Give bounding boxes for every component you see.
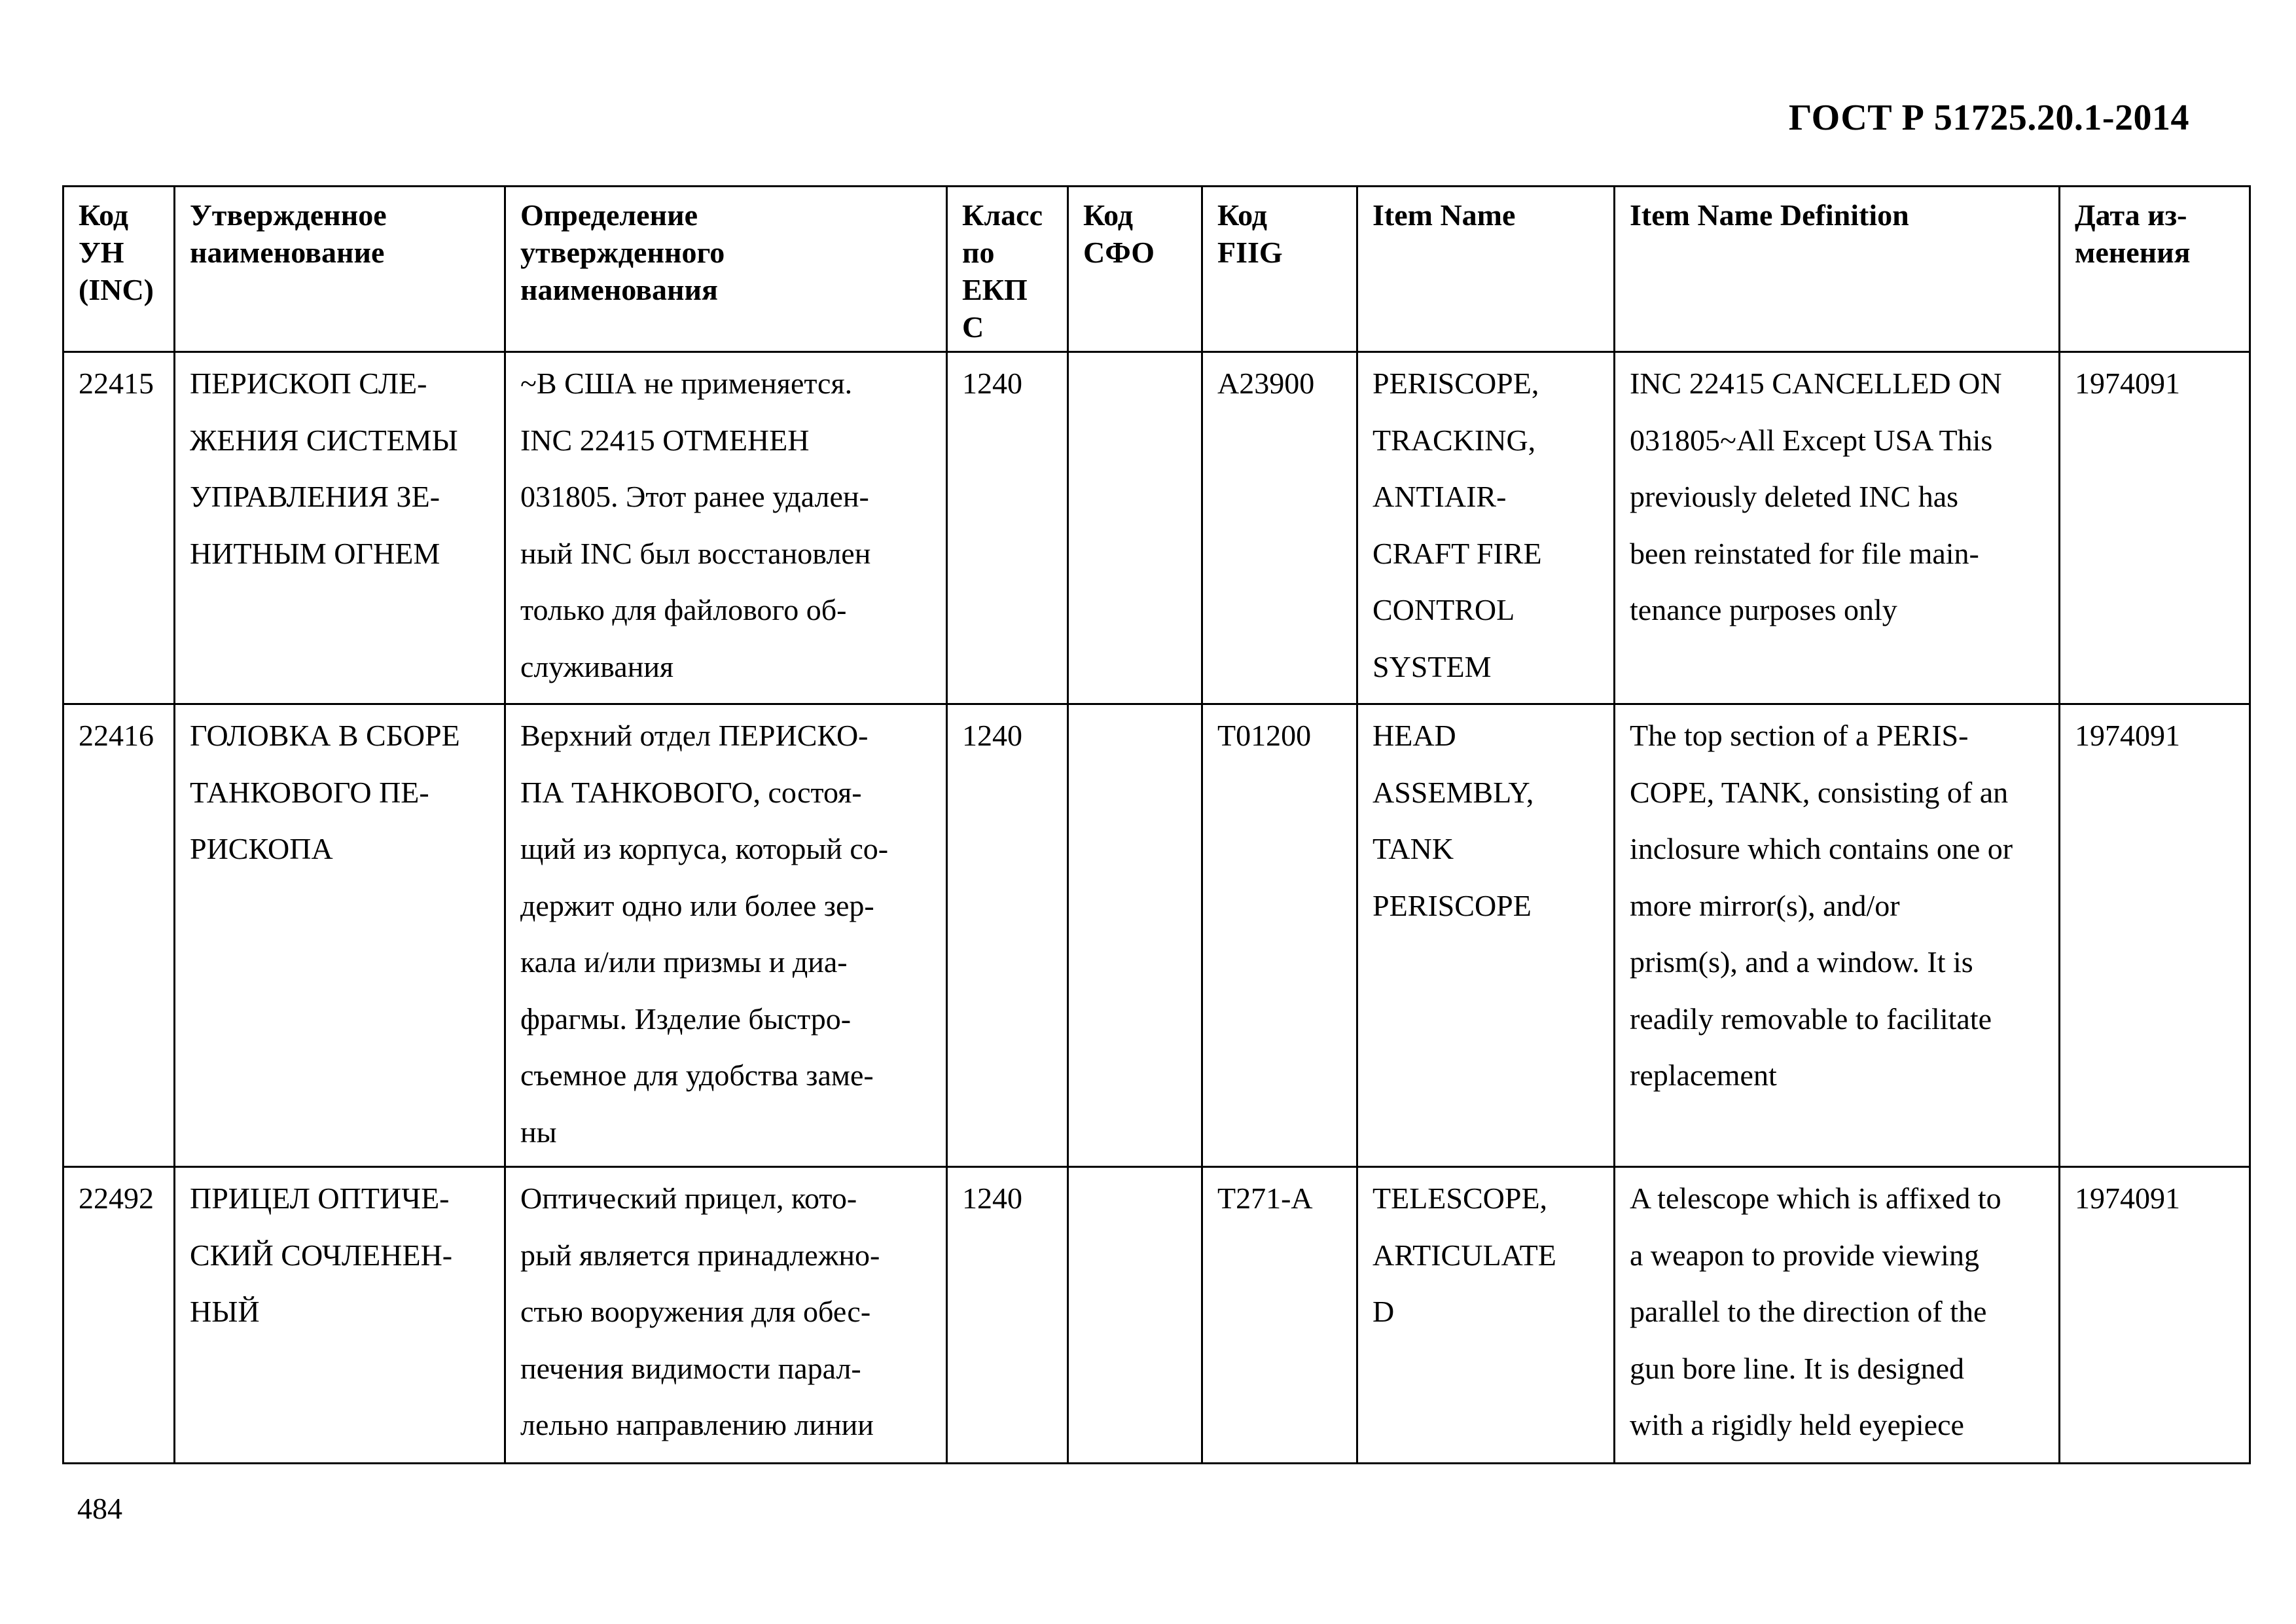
cell-fiig: A23900 bbox=[1202, 352, 1357, 704]
text-line: Оптический прицел, кото- bbox=[520, 1182, 857, 1215]
text-line: inclosure which contains one or bbox=[1630, 832, 2013, 865]
header-item-name bbox=[1357, 187, 1615, 352]
cell-approved-name bbox=[175, 352, 505, 704]
text-line: CONTROL bbox=[1372, 593, 1515, 626]
text-line: служивания bbox=[520, 649, 674, 683]
text-line: УПРАВЛЕНИЯ ЗЕ- bbox=[190, 480, 440, 513]
cell-inc: 22492 bbox=[63, 1167, 175, 1464]
cell-definition bbox=[505, 1167, 947, 1464]
cell-class: 1240 bbox=[947, 704, 1068, 1167]
text-line: СФО bbox=[1083, 236, 1155, 269]
cell-inc: 22415 bbox=[63, 352, 175, 704]
text-line: prism(s), and a window. It is bbox=[1630, 945, 1973, 979]
document-code: ГОСТ Р 51725.20.1-2014 bbox=[1788, 98, 2189, 138]
text-line: PERISCOPE bbox=[1372, 888, 1532, 922]
text-line: parallel to the direction of the bbox=[1630, 1295, 1987, 1328]
text-line: ный INC был восстановлен bbox=[520, 536, 871, 570]
text-line: стью вооружения для обес- bbox=[520, 1295, 871, 1328]
text-line: ~В США не применяется. bbox=[520, 367, 853, 400]
text-line: been reinstated for file main- bbox=[1630, 536, 1979, 570]
table-row bbox=[63, 704, 2250, 1167]
text-line: РИСКОПА bbox=[190, 832, 333, 865]
text-line: НИТНЫМ ОГНЕМ bbox=[190, 536, 440, 570]
text-line: ARTICULATE bbox=[1372, 1238, 1556, 1272]
text-line: more mirror(s), and/or bbox=[1630, 888, 1900, 922]
page-number: 484 bbox=[77, 1492, 122, 1525]
text-line: TELESCOPE, bbox=[1372, 1182, 1548, 1215]
text-line: previously deleted INC has bbox=[1630, 480, 1959, 513]
text-line: 031805~All Except USA This bbox=[1630, 423, 1993, 457]
text-line: кала и/или призмы и диа- bbox=[520, 945, 848, 979]
text-line: 031805. Этот ранее удален- bbox=[520, 480, 869, 513]
cell-item-name-definition bbox=[1615, 352, 2060, 704]
text-line: утвержденного bbox=[520, 236, 725, 269]
header-row bbox=[63, 187, 2250, 352]
cell-sfo bbox=[1068, 352, 1202, 704]
cell-approved-name bbox=[175, 704, 505, 1167]
text-line: менения bbox=[2075, 236, 2191, 269]
text-line: COPE, TANK, consisting of an bbox=[1630, 775, 2009, 809]
cell-item-name-definition bbox=[1615, 1167, 2060, 1464]
text-line: Определение bbox=[520, 198, 698, 232]
text-line: D bbox=[1372, 1295, 1395, 1328]
cell-item-name bbox=[1357, 352, 1615, 704]
cell-item-name bbox=[1357, 704, 1615, 1167]
cell-date: 1974091 bbox=[2060, 1167, 2250, 1464]
text-line: ны bbox=[520, 1115, 557, 1149]
header-fiig bbox=[1202, 187, 1357, 352]
text-line: наименования bbox=[520, 273, 718, 306]
text-line: readily removable to facilitate bbox=[1630, 1001, 1992, 1036]
cell-sfo bbox=[1068, 704, 1202, 1167]
text-line: replacement bbox=[1630, 1058, 1777, 1092]
table-row bbox=[63, 352, 2250, 704]
text-line: фрагмы. Изделие быстро- bbox=[520, 1001, 852, 1036]
text-line: A telescope which is affixed to bbox=[1630, 1182, 2001, 1215]
text-line: наименование bbox=[190, 236, 385, 269]
header-inc bbox=[63, 187, 175, 352]
cell-fiig: T271-A bbox=[1202, 1167, 1357, 1464]
table-row bbox=[63, 1167, 2250, 1464]
text-line: Утвержденное bbox=[190, 198, 387, 232]
cell-definition bbox=[505, 704, 947, 1167]
cell-item-name bbox=[1357, 1167, 1615, 1464]
text-line: Код bbox=[1083, 198, 1134, 232]
cell-class: 1240 bbox=[947, 1167, 1068, 1464]
text-line: НЫЙ bbox=[190, 1295, 260, 1328]
text-line: INC 22415 CANCELLED ON bbox=[1630, 367, 2002, 400]
header-class bbox=[947, 187, 1068, 352]
cell-inc: 22416 bbox=[63, 704, 175, 1167]
text-line: по bbox=[962, 236, 995, 269]
cell-approved-name bbox=[175, 1167, 505, 1464]
cell-class: 1240 bbox=[947, 352, 1068, 704]
text-line: печения видимости парал- bbox=[520, 1351, 861, 1385]
nomenclature-table bbox=[62, 185, 2251, 1464]
text-line: ТАНКОВОГО ПЕ- bbox=[190, 775, 429, 809]
text-line: лельно направлению линии bbox=[520, 1408, 874, 1441]
header-approved-name bbox=[175, 187, 505, 352]
text-line: Дата из- bbox=[2075, 198, 2187, 232]
text-line: Item Name Definition bbox=[1630, 198, 1909, 232]
text-line: держит одно или более зер- bbox=[520, 888, 874, 922]
text-line: TANK bbox=[1372, 832, 1454, 865]
text-line: ANTIAIR- bbox=[1372, 480, 1507, 513]
text-line: PERISCOPE, bbox=[1372, 367, 1539, 400]
text-line: (INC) bbox=[79, 273, 154, 306]
text-line: Верхний отдел ПЕРИСКО- bbox=[520, 719, 869, 752]
text-line: съемное для удобства заме- bbox=[520, 1058, 874, 1092]
text-line: Класс bbox=[962, 198, 1043, 232]
text-line: TRACKING, bbox=[1372, 423, 1536, 457]
header-date bbox=[2060, 187, 2250, 352]
header-item-name-definition bbox=[1615, 187, 2060, 352]
text-line: ПЕРИСКОП СЛЕ- bbox=[190, 367, 427, 400]
text-line: С bbox=[962, 310, 984, 344]
cell-date: 1974091 bbox=[2060, 704, 2250, 1167]
text-line: with a rigidly held eyepiece bbox=[1630, 1408, 1964, 1441]
text-line: рый является принадлежно- bbox=[520, 1238, 880, 1272]
text-line: INC 22415 ОТМЕНЕН bbox=[520, 423, 810, 457]
text-line: УН bbox=[79, 236, 124, 269]
text-line: FIIG bbox=[1217, 236, 1283, 269]
text-line: ПА ТАНКОВОГО, состоя- bbox=[520, 775, 862, 809]
text-line: SYSTEM bbox=[1372, 649, 1492, 683]
text-line: a weapon to provide viewing bbox=[1630, 1238, 1979, 1272]
text-line: Код bbox=[79, 198, 129, 232]
text-line: The top section of a PERIS- bbox=[1630, 719, 1969, 752]
text-line: СКИЙ СОЧЛЕНЕН- bbox=[190, 1238, 453, 1272]
text-line: ЖЕНИЯ СИСТЕМЫ bbox=[190, 423, 458, 457]
cell-item-name-definition bbox=[1615, 704, 2060, 1167]
text-line: tenance purposes only bbox=[1630, 593, 1897, 626]
text-line: ЕКП bbox=[962, 273, 1028, 306]
text-line: Item Name bbox=[1372, 198, 1516, 232]
text-line: HEAD bbox=[1372, 719, 1456, 752]
text-line: ASSEMBLY, bbox=[1372, 775, 1534, 809]
cell-date: 1974091 bbox=[2060, 352, 2250, 704]
text-line: ПРИЦЕЛ ОПТИЧЕ- bbox=[190, 1182, 450, 1215]
text-line: только для файлового об- bbox=[520, 593, 847, 626]
text-line: gun bore line. It is designed bbox=[1630, 1351, 1965, 1385]
header-definition bbox=[505, 187, 947, 352]
cell-definition bbox=[505, 352, 947, 704]
text-line: CRAFT FIRE bbox=[1372, 536, 1542, 570]
header-sfo bbox=[1068, 187, 1202, 352]
text-line: ГОЛОВКА В СБОРЕ bbox=[190, 719, 460, 752]
cell-sfo bbox=[1068, 1167, 1202, 1464]
text-line: щий из корпуса, который со- bbox=[520, 832, 889, 865]
text-line: Код bbox=[1217, 198, 1268, 232]
cell-fiig: T01200 bbox=[1202, 704, 1357, 1167]
